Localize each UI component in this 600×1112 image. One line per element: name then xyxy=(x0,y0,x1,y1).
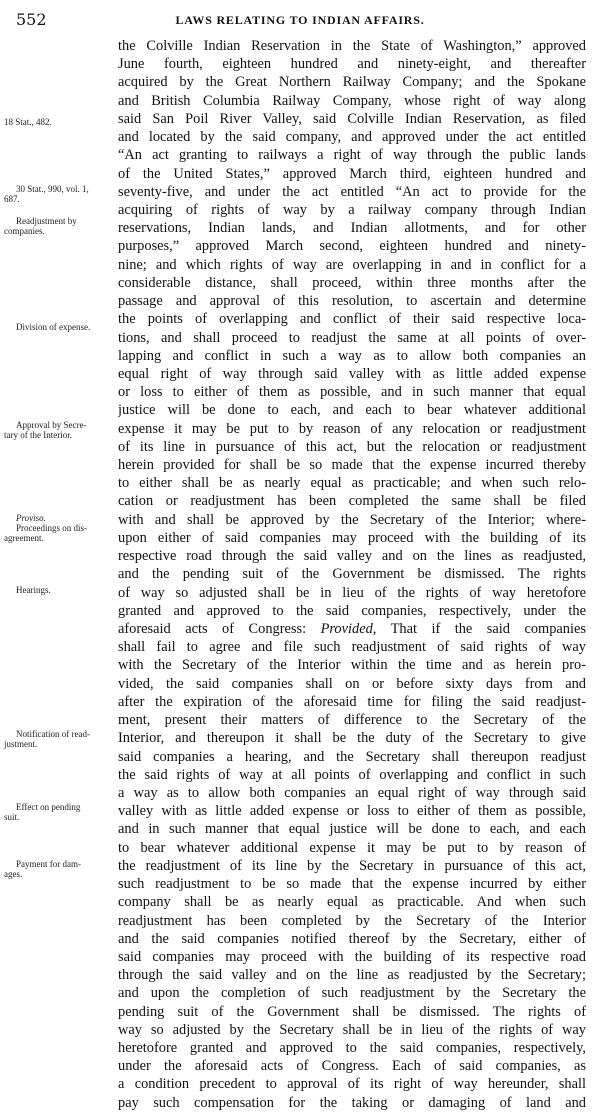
body-line: and upon the completion of such readjustment by the Secretary the xyxy=(118,985,586,1002)
body-line: tions, and shall proceed to readjust the same at all points of over- xyxy=(118,329,586,346)
body-line: ment, present their matters of difference to the Secretary of the xyxy=(118,712,586,729)
body-line: to either shall be as nearly equal as practicable; and when such relo- xyxy=(118,475,586,492)
body-line: and British Columbia Railway Company, whose right of way along xyxy=(118,92,586,109)
body-line: said companies may proceed with the building of its respective road xyxy=(118,948,586,965)
body-line: and located by the said company, and approved under the act entitled xyxy=(118,129,586,146)
margin-note-line: 687. xyxy=(4,194,20,204)
body-line: company shall be as nearly equal as practicable. And when such xyxy=(118,894,586,911)
body-line: June fourth, eighteen hundred and ninety-eight, and thereafter xyxy=(118,56,586,73)
body-line: the Colville Indian Reservation in the State of Washington,” approved xyxy=(118,38,586,54)
body-line: heretofore granted and approved to the said companies, respectively, xyxy=(118,1040,586,1057)
margin-note-line: Approval by Secre- xyxy=(16,420,87,430)
margin-note-readjustment-by-companies xyxy=(4,216,112,236)
body-line: passage and approval of this resolution, to ascertain and determine xyxy=(118,293,586,310)
margin-note-effect-on-suit xyxy=(4,802,112,822)
body-line: reservations, Indian lands, and Indian allotments, and for other xyxy=(118,220,586,237)
body-line: with and shall be approved by the Secretary of the Interior; where- xyxy=(118,511,586,528)
body-line: or loss to either of them as possible, and in such manner that equal xyxy=(118,384,586,401)
body-line: the said rights of way at all points of overlapping and conflict in such xyxy=(118,766,586,783)
body-line: respective road through the said valley and on the lines as readjusted, xyxy=(118,548,586,565)
margin-note-notification xyxy=(4,729,112,749)
body-line: such readjustment to be so made that the expense incurred by either xyxy=(118,876,586,893)
margin-note-line: 30 Stat., 990, vol. 1, xyxy=(16,184,89,194)
body-line: pending suit of the Government shall be dismissed. The rights of xyxy=(118,1003,586,1020)
body-line: expense it may be put to by reason of any relocation or readjustment xyxy=(118,420,586,437)
margin-note-line: Division of expense. xyxy=(16,322,91,332)
body-line: upon either of said companies may proceed with the building of its xyxy=(118,529,586,546)
body-line: way so adjusted by the Secretary shall be in lieu of the rights of way xyxy=(118,1021,586,1038)
body-line: valley with as little added expense or loss to either of them as possible, xyxy=(118,803,586,820)
body-line: and the said companies notified thereof by the Secretary, either of xyxy=(118,930,586,947)
body-line: acquired by the Great Northern Railway Company; and the Spokane xyxy=(118,74,586,91)
body-line: aforesaid acts of Congress: Provided, That if the said companies xyxy=(118,621,586,637)
page-number: 552 xyxy=(16,10,47,29)
margin-note-approval-by-secretary xyxy=(4,420,112,440)
margin-note-stat-18 xyxy=(4,117,112,127)
body-line: purposes,” approved March second, eighteen hundred and ninety- xyxy=(118,238,586,255)
body-line: of the United States,” approved March third, eighteen hundred and xyxy=(118,165,586,182)
body-line: said San Poil River Valley, said Colville Indian Reservation, as filed xyxy=(118,110,586,127)
margin-note-division-of-expense xyxy=(4,322,112,332)
margin-note-line: companies. xyxy=(4,226,45,236)
body-line: of its line in pursuance of this act, but the relocation or readjustment xyxy=(118,438,586,455)
margin-note-stat-30 xyxy=(4,184,112,204)
body-line: the points of overlapping and conflict of their said respective loca- xyxy=(118,311,586,328)
body-line: through the said valley and on the line as readjusted by the Secretary; xyxy=(118,967,586,984)
margin-note-line: Payment for dam- xyxy=(16,859,81,869)
margin-note-line: Readjustment by xyxy=(16,216,77,226)
body-line: under the aforesaid acts of Congress. Each of said companies, as xyxy=(118,1058,586,1075)
margin-note-line: ages. xyxy=(4,869,23,879)
body-line: vided, the said companies shall on or before sixty days from and xyxy=(118,675,586,692)
body-line: justice will be done to each, and each to bear whatever additional xyxy=(118,402,586,419)
margin-note-line: agreement. xyxy=(4,533,44,543)
margin-note-line: justment. xyxy=(4,739,38,749)
body-line: after the expiration of the aforesaid time for filing the said readjust- xyxy=(118,693,586,710)
body-line: seventy-five, and under the act entitled “An act to provide for the xyxy=(118,183,586,200)
margin-note-line: suit. xyxy=(4,812,20,822)
margin-note-line: Notification of read- xyxy=(16,729,90,739)
body-line: the readjustment of its line by the Secretary in pursuance of this act, xyxy=(118,857,586,874)
proviso-word: Provided, xyxy=(320,621,377,637)
body-line: said companies a hearing, and the Secretary shall thereupon readjust xyxy=(118,748,586,765)
margin-note-payment-for-damages xyxy=(4,859,112,879)
body-line: “An act granting to railways a right of way through the public lands xyxy=(118,147,586,164)
body-line: a way as to allow both companies an equal right of way through said xyxy=(118,784,586,801)
margin-note-line: Proceedings on dis- xyxy=(16,523,87,533)
body-line: to bear whatever additional expense it may be put to by reason of xyxy=(118,839,586,856)
body-line: cation or readjustment has been completed the same shall be filed xyxy=(118,493,586,510)
margin-note-proviso xyxy=(4,513,112,543)
body-line: equal right of way through said valley with as little added expense xyxy=(118,365,586,382)
body-line: pay such compensation for the taking or damaging of land and xyxy=(118,1094,586,1111)
body-text xyxy=(118,37,586,1112)
body-line: considerable distance, shall proceed, within three months after the xyxy=(118,274,586,291)
body-line: and the pending suit of the Government be dismissed. The rights xyxy=(118,566,586,583)
margin-note-line: 18 Stat., 482. xyxy=(4,117,52,127)
body-line: readjustment has been completed by the Secretary of the Interior xyxy=(118,912,586,929)
margin-note-line: Effect on pending xyxy=(16,802,81,812)
margin-note-line: Hearings. xyxy=(16,585,51,595)
body-line: lapping and conflict in such a way as to allow both companies an xyxy=(118,347,586,364)
body-line: Interior, and thereupon it shall be the duty of the Secretary to give xyxy=(118,730,586,747)
body-line: granted and approved to the said companies, respectively, under the xyxy=(118,602,586,619)
body-line: with the Secretary of the Interior within the time and as herein pro- xyxy=(118,657,586,674)
margin-note-line: Proviso. xyxy=(16,513,46,523)
margin-note-line: tary of the Interior. xyxy=(4,430,72,440)
body-line: of way so adjusted shall be in lieu of the rights of way heretofore xyxy=(118,584,586,601)
body-line: a condition precedent to approval of its right of way hereunder, shall xyxy=(118,1076,586,1093)
body-line: herein provided for shall be so made that the expense incurred thereby xyxy=(118,457,586,474)
running-head: LAWS RELATING TO INDIAN AFFAIRS. xyxy=(175,13,425,27)
page-header xyxy=(16,10,584,32)
body-line: and in such manner that equal justice will be done to each, and each xyxy=(118,821,586,838)
body-line: shall fail to agree and file such readjustment of said rights of way xyxy=(118,639,586,656)
body-line: acquiring of rights of way by a railway company through Indian xyxy=(118,201,586,218)
body-line: nine; and which rights of way are overlapping in and in conflict for a xyxy=(118,256,586,273)
margin-note-hearings xyxy=(4,585,112,595)
